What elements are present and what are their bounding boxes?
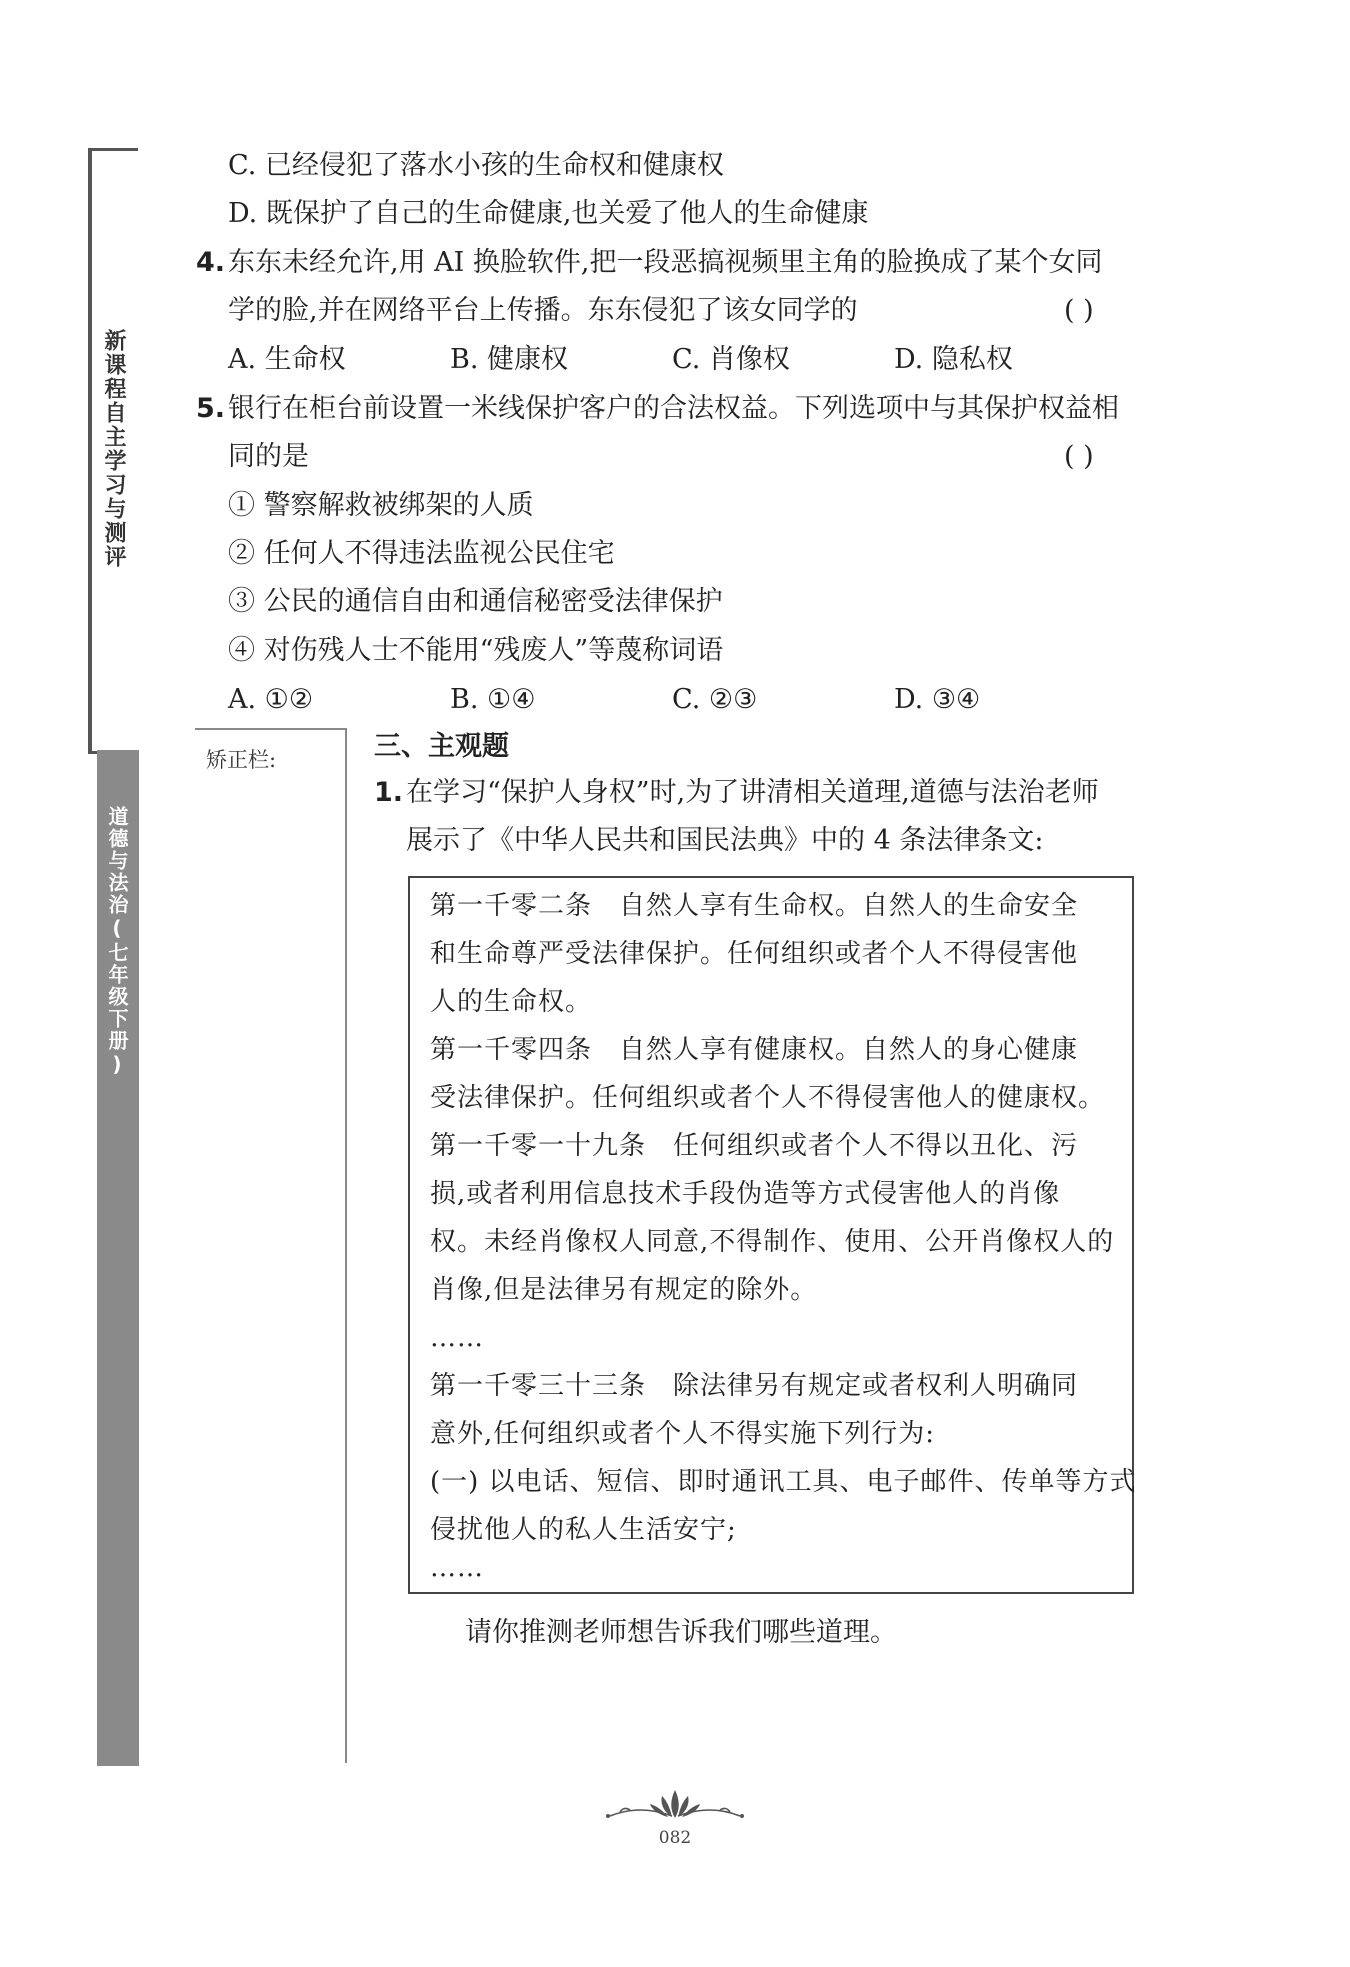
q4-stem-line2: 学的脸,并在网络平台上传播。东东侵犯了该女同学的 xyxy=(228,295,858,326)
s3-q1-prompt: 请你推测老师想告诉我们哪些道理。 xyxy=(465,1617,897,1648)
law-line: 意外,任何组织或者个人不得实施下列行为: xyxy=(430,1419,936,1449)
law-line: 和生命尊严受法律保护。任何组织或者个人不得侵害他 xyxy=(430,939,1079,969)
q5-item-4: ④ 对伤残人士不能用“残废人”等蔑称词语 xyxy=(228,635,724,666)
sidebar-subject-title: 道德与法治(七年级下册) xyxy=(105,806,129,1078)
footer-ornament-icon xyxy=(600,1786,750,1826)
q4-answer-blank: ( ) xyxy=(1064,295,1094,326)
q5-stem-line2: 同的是 xyxy=(228,441,309,472)
s3-q1-line2: 展示了《中华人民共和国民法典》中的 4 条法律条文: xyxy=(406,825,1044,856)
q5-stem-line1: 银行在柜台前设置一米线保护客户的合法权益。下列选项中与其保护权益相 xyxy=(228,393,1119,424)
law-line: 第一千零三十三条 除法律另有规定或者权利人明确同 xyxy=(430,1371,1079,1401)
law-line: 侵扰他人的私人生活安宁; xyxy=(430,1515,737,1545)
law-excerpt-box xyxy=(408,876,1137,1594)
q5-item-2: ② 任何人不得违法监视公民住宅 xyxy=(228,538,615,569)
q4-option-a: A. 生命权 xyxy=(228,344,346,375)
correction-column-top-rule xyxy=(195,728,347,730)
law-line: 肖像,但是法律另有规定的除外。 xyxy=(430,1275,818,1305)
q5-option-c: C. ②③ xyxy=(672,684,758,715)
q3-option-d: D. 既保护了自己的生命健康,也关爱了他人的生命健康 xyxy=(228,198,869,229)
law-line: …… xyxy=(430,1323,484,1353)
correction-column-label: 矫正栏: xyxy=(206,748,277,772)
q5-number: 5. xyxy=(196,393,226,424)
q4-number: 4. xyxy=(196,247,226,278)
law-line: 受法律保护。任何组织或者个人不得侵害他人的健康权。 xyxy=(430,1083,1106,1113)
s3-q1-number: 1. xyxy=(374,777,404,808)
law-line: 损,或者利用信息技术手段伪造等方式侵害他人的肖像 xyxy=(430,1179,1061,1209)
q3-option-c: C. 已经侵犯了落水小孩的生命权和健康权 xyxy=(228,150,724,181)
q5-item-3: ③ 公民的通信自由和通信秘密受法律保护 xyxy=(228,586,723,617)
section-title: 三、主观题 xyxy=(374,731,509,762)
law-line: 人的生命权。 xyxy=(430,987,593,1017)
q5-option-b: B. ①④ xyxy=(450,684,536,715)
law-line: (一) 以电话、短信、即时通讯工具、电子邮件、传单等方式 xyxy=(430,1467,1137,1497)
sidebar-book-title: 新课程自主学习与测评 xyxy=(101,329,126,569)
law-line: …… xyxy=(430,1553,484,1583)
law-line: 第一千零二条 自然人享有生命权。自然人的生命安全 xyxy=(430,891,1079,921)
q4-option-b: B. 健康权 xyxy=(450,344,569,375)
q5-item-1: ① 警察解救被绑架的人质 xyxy=(228,490,534,521)
page-number: 082 xyxy=(658,1828,692,1848)
law-line: 第一千零四条 自然人享有健康权。自然人的身心健康 xyxy=(430,1035,1079,1065)
law-line: 第一千零一十九条 任何组织或者个人不得以丑化、污 xyxy=(430,1131,1079,1161)
sidebar-subject-tab xyxy=(97,750,139,1766)
q5-option-a: A. ①② xyxy=(228,684,314,715)
q5-option-d: D. ③④ xyxy=(894,684,981,715)
correction-column-divider xyxy=(345,728,347,1763)
sidebar-top-frame xyxy=(88,148,138,754)
q5-answer-blank: ( ) xyxy=(1064,441,1094,472)
q4-option-c: C. 肖像权 xyxy=(672,344,790,375)
s3-q1-line1: 在学习“保护人身权”时,为了讲清相关道理,道德与法治老师 xyxy=(406,777,1099,808)
q4-stem-line1: 东东未经允许,用 AI 换脸软件,把一段恶搞视频里主角的脸换成了某个女同 xyxy=(228,247,1103,278)
q4-option-d: D. 隐私权 xyxy=(894,344,1013,375)
law-line: 权。未经肖像权人同意,不得制作、使用、公开肖像权人的 xyxy=(430,1227,1115,1257)
